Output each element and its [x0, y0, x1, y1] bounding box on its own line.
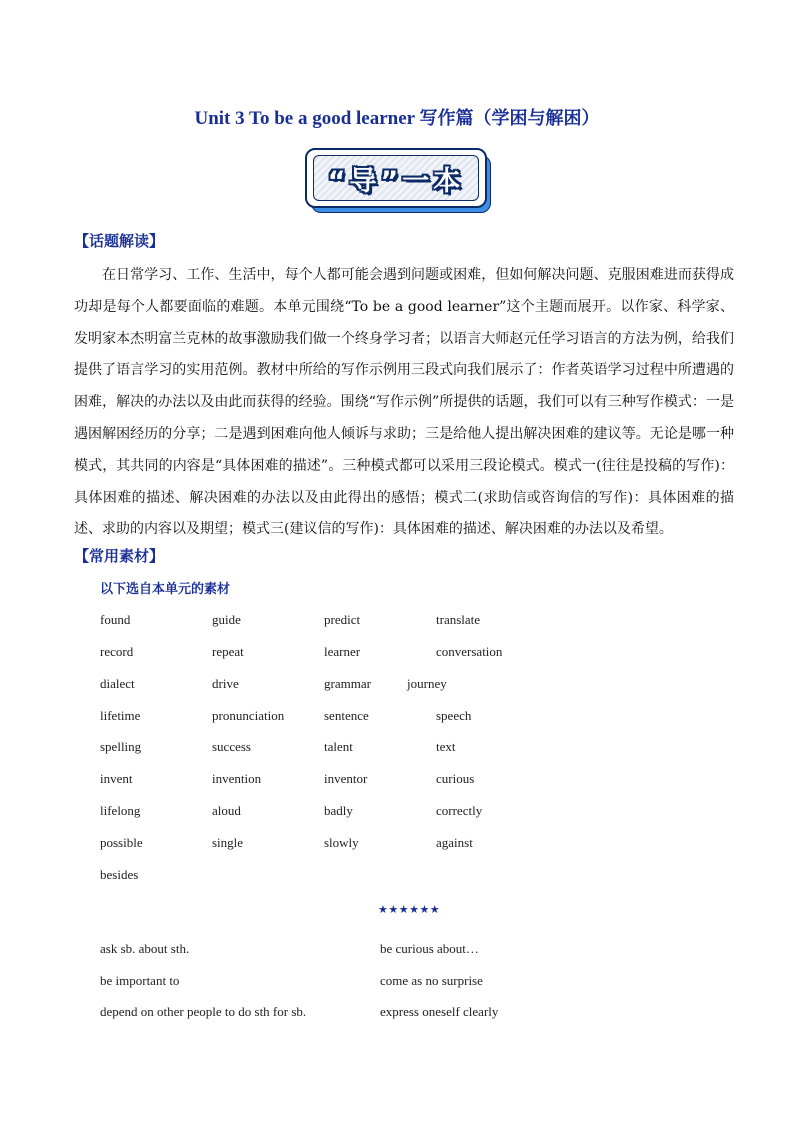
vocab-word: single: [212, 835, 244, 850]
banner-text: “导”一本: [313, 155, 479, 201]
banner-frame: [305, 148, 487, 208]
vocab-word: talent: [324, 739, 353, 754]
topic-paragraph: 在日常学习、工作、生活中，每个人都可能会遇到问题或困难，但如何解决问题、克服困难进而获得成功却是每个人都要面临的难题。本单元围绕“To be a good learner”这个主题而展开。以作家、科学家、发明家本杰明富兰克林的故事激励我们做一个终身学习者；以语言大师赵元任学习语言的方法为例，给我们提供了语言学习的实用范例。教材中所给的写作示例用三段式向我们展示了：作者英语学习过程中所遭遇的困难，解决的办法以及由此而获得的经验。围绕“写作示例”所提供的话题，我们可以有三种写作模式：一是遇困解困经历的分享；二是遇到困难向他人倾诉与求助；三是给他人提出解决困难的建议等。无论是哪一种模式，其共同的内容是“具体困难的描述”。三种模式都可以采用三段论模式。模式一(往往是投稿的写作)：具体困难的描述、解决困难的办法以及由此得出的感悟；模式二(求助信或咨询信的写作)：具体困难的描述、求助的内容以及期望；模式三(建议信的写作)：具体困难的描述、解决困难的办法以及希望。: [74, 267, 734, 538]
vocab-word: lifetime: [100, 708, 141, 723]
vocab-word: conversation: [436, 644, 503, 659]
vocab-word: sentence: [324, 708, 369, 723]
star-divider: ★★★★★★: [378, 903, 441, 916]
vocab-word: speech: [436, 708, 472, 723]
vocab-word: grammar: [324, 676, 371, 691]
vocab-word: predict: [324, 612, 361, 627]
vocab-word: drive: [212, 676, 239, 691]
title-english: Unit 3 To be a good learner: [194, 108, 420, 129]
vocab-word: found: [100, 612, 131, 627]
vocab-word: invention: [212, 771, 262, 786]
section-heading-topic: 【话题解读】: [74, 232, 165, 250]
phrase-item: ask sb. about sth.: [100, 941, 190, 956]
phrase-item: come as no surprise: [380, 973, 483, 988]
vocab-word: besides: [100, 867, 139, 882]
vocab-word: journey: [407, 676, 447, 691]
vocab-word: lifelong: [100, 803, 141, 818]
document-title: [0, 104, 794, 130]
phrase-item: be curious about…: [380, 941, 479, 956]
vocab-word: pronunciation: [212, 708, 285, 723]
phrase-item: express oneself clearly: [380, 1004, 499, 1019]
vocab-word: translate: [436, 612, 481, 627]
vocab-word: learner: [324, 644, 361, 659]
phrase-item: depend on other people to do sth for sb.: [100, 1004, 307, 1019]
dao-yi-ben-banner: [305, 148, 491, 214]
materials-subheading: 以下选自本单元的素材: [100, 582, 231, 597]
vocab-word: success: [212, 739, 251, 754]
vocab-word: correctly: [436, 803, 483, 818]
vocab-word: aloud: [212, 803, 241, 818]
vocab-word: dialect: [100, 676, 135, 691]
vocab-word: badly: [324, 803, 353, 818]
vocab-word: against: [436, 835, 473, 850]
vocab-word: slowly: [324, 835, 359, 850]
vocab-word: inventor: [324, 771, 368, 786]
vocab-word: repeat: [212, 644, 244, 659]
vocab-word: invent: [100, 771, 133, 786]
vocab-word: guide: [212, 612, 241, 627]
phrase-item: be important to: [100, 973, 180, 988]
vocab-word: record: [100, 644, 134, 659]
vocab-word: spelling: [100, 739, 142, 754]
vocab-word: possible: [100, 835, 143, 850]
vocab-word: text: [436, 739, 456, 754]
section-heading-materials: 【常用素材】: [74, 547, 165, 565]
title-chinese: 写作篇（学困与解困）: [419, 108, 600, 129]
vocab-word: curious: [436, 771, 475, 786]
